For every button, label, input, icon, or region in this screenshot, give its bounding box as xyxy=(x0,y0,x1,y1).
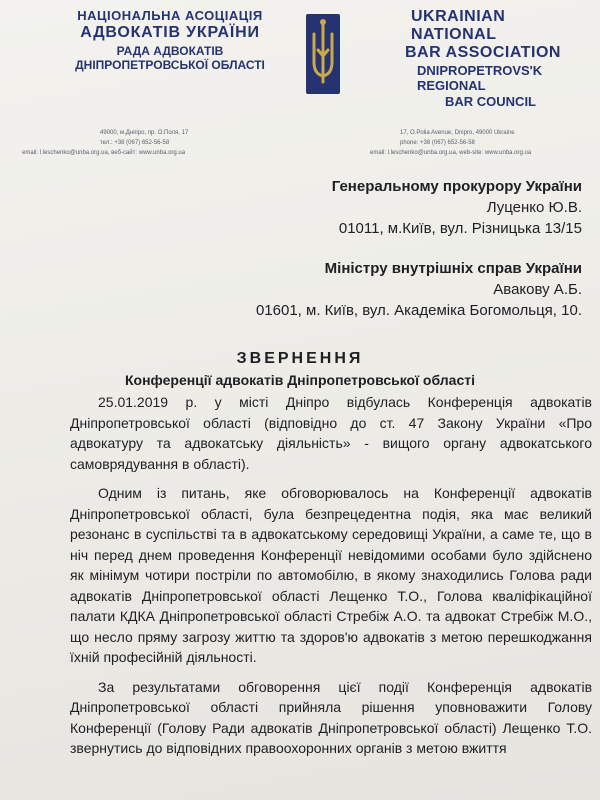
letterhead-line-4: ДНІПРОПЕТРОВСЬКОЇ ОБЛАСТІ xyxy=(75,58,265,72)
contact-phone: тел.: +38 (067) 652-56-58 xyxy=(100,140,170,146)
recipient-title: Генеральному прокурору України xyxy=(331,178,582,195)
document-body xyxy=(70,392,592,768)
body-paragraph: Одним із питань, яке обговорювалось на Конференції адвокатів Дніпропетровської області, була безпрецедентна подія, яка має великий резонанс в суспільстві та в адвокатському середовищі України, а саме те, що в ніч перед днем проведення Конференції невідомими особами було здійснено як мінімум чотири постріли по автомобілю, в якому знаходились Голова ради адвокатів Дніпропетровської області Лещенко Т.О., Голова кваліфікаційної палати КДКА Дніпропетровської області Стребіж А.О. та адвокат Стребіж М.О., що несло пряму загрозу життю та здоров'ю адвокатів з метою перешкоджання їхній професійній діяльності. xyxy=(70,485,592,665)
contacts-english xyxy=(370,128,590,158)
body-paragraph: 25.01.2019 р. у місті Дніпро відбулась Конференція адвокатів Дніпропетровської області (відповідно до ст. 47 Закону України «Про адвокатуру та адвокатську діяльність» - вищого органу адвокатського самоврядування в області). xyxy=(70,394,592,472)
recipient-prosecutor xyxy=(332,176,582,239)
document-subtitle: Конференції адвокатів Дніпропетровської області xyxy=(124,372,475,388)
contacts-ukrainian xyxy=(22,128,262,158)
recipient-address: 01601, м. Київ, вул. Академіка Богомольця, 10. xyxy=(255,302,582,319)
letterhead-en-line-4: BAR COUNCIL xyxy=(445,94,536,109)
recipient-minister xyxy=(256,258,582,321)
contact-address: 49000, м.Дніпро, пр. О.Поля, 17 xyxy=(100,130,189,136)
body-paragraph: За результатами обговорення цієї події Конференція адвокатів Дніпропетровської області прийняла рішення уповноважити Голову Конференції (Голову Ради адвокатів Дніпропетровської області) Лещенко Т.О. звернутись до відповідних правоохоронних органів з метою вжиття xyxy=(70,678,592,756)
letterhead-line-1: НАЦІОНАЛЬНА АСОЦІАЦІЯ xyxy=(77,8,263,23)
letterhead-line-2: АДВОКАТІВ УКРАЇНИ xyxy=(80,24,260,41)
contact-address-en: 17, O.Polia Avenue, Dnipro, 49000 Ukraine xyxy=(400,130,515,136)
contact-email: email: l.leschenko@unba.org.ua, веб-сайт: www.unba.org.ua xyxy=(22,150,186,156)
letterhead-english xyxy=(405,8,595,109)
recipient-name: Луценко Ю.В. xyxy=(486,199,582,216)
letterhead-ukrainian xyxy=(55,8,285,72)
recipient-name: Авакову А.Б. xyxy=(493,281,582,298)
contact-phone-en: phone: +38 (067) 652-56-58 xyxy=(400,140,475,146)
letterhead-line-3: РАДА АДВОКАТІВ xyxy=(116,44,224,58)
document-title: ЗВЕРНЕННЯ xyxy=(236,350,364,367)
letterhead-en-line-2: BAR ASSOCIATION xyxy=(405,44,561,61)
trident-emblem-icon xyxy=(302,10,344,98)
letterhead-en-line-1: UKRAINIAN NATIONAL xyxy=(411,8,506,43)
letterhead-en-line-3: DNIPROPETROVS'K REGIONAL xyxy=(417,63,543,93)
recipient-title: Міністру внутрішніх справ України xyxy=(324,260,582,277)
contact-email-en: email: l.leschenko@unba.org.ua, web-site: www.unba.org.ua xyxy=(370,150,532,156)
recipient-address: 01011, м.Київ, вул. Різницька 13/15 xyxy=(338,220,582,237)
